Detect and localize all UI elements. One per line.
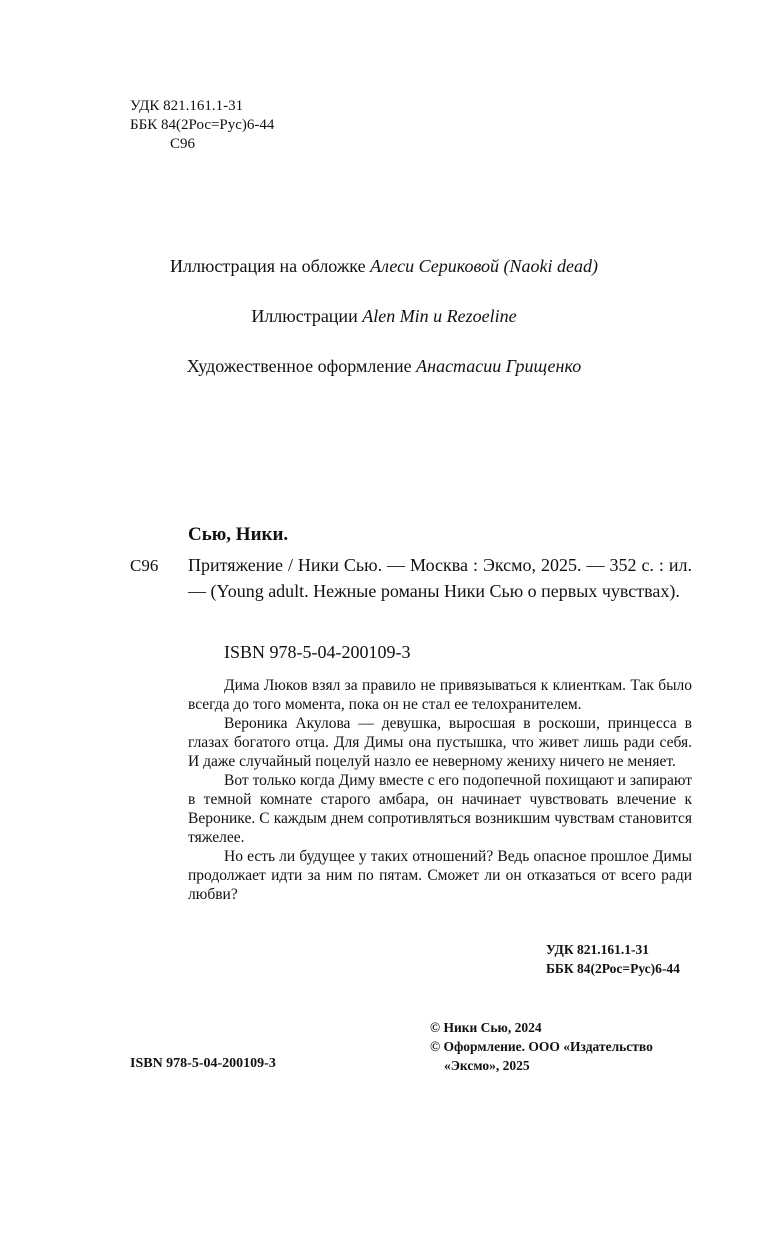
catalog-isbn: ISBN 978-5-04-200109-3 — [224, 642, 411, 662]
annotation-paragraph: Вот только когда Диму вместе с его подопечной похищают и запирают в темной комнате старого амбара, он начинает чувствовать влечение к Веронике. С каждым днем сопротивляться возникшим чувствам становится тяжелее. — [188, 772, 692, 846]
design-credit-artist: Анастасии Грищенко — [416, 356, 582, 376]
classification-bottom — [546, 940, 680, 978]
isbn-bottom: ISBN 978-5-04-200109-3 — [130, 1056, 276, 1071]
cover-credit-label: Иллюстрация на обложке — [169, 256, 366, 276]
illustrations-credit — [0, 306, 768, 327]
catalog-index-mark: С96 — [130, 556, 159, 575]
copyright-publisher: «Эксмо», 2025 — [444, 1058, 530, 1073]
annotation — [188, 676, 692, 904]
cover-illustration-credit — [0, 256, 768, 277]
bbk-code-bottom: ББК 84(2Рос=Рус)6-44 — [546, 961, 680, 976]
cover-credit-artist: Алеси Сериковой (Naoki dead) — [370, 256, 599, 276]
bbk-code: ББК 84(2Рос=Рус)6-44 — [130, 117, 275, 133]
udk-code: УДК 821.161.1-31 — [130, 98, 244, 114]
annotation-paragraph: Дима Люков взял за правило не привязываться к клиенткам. Так было всегда до того момента, пока он не стал ее телохранителем. — [188, 677, 692, 713]
annotation-paragraph: Но есть ли будущее у таких отношений? Ведь опасное прошлое Димы продолжает идти за ним по пятам. Сможет ли он отказаться от всего ради любви? — [188, 848, 692, 903]
classification-block — [130, 97, 274, 154]
annotation-paragraph: Вероника Акулова — девушка, выросшая в роскоши, принцесса в глазах богатого отца. Для Димы она пустышка, что живет лишь ради себя. И даже случайный поцелуй назло ее неверному жениху ничего не меняет. — [188, 715, 692, 770]
illustrations-credit-artist: Alen Min и Rezoeline — [362, 306, 517, 326]
design-credit — [0, 356, 768, 377]
illustrations-credit-label: Иллюстрации — [251, 306, 358, 326]
catalog-description: Притяжение / Ники Сью. — Москва : Эксмо, 2025. — 352 с. : ил. — (Young adult. Нежные романы Ники Сью о первых чувствах). — [188, 555, 692, 601]
copyright-author: © Ники Сью, 2024 — [430, 1020, 542, 1035]
design-credit-label: Художественное оформление — [186, 356, 412, 376]
copyright-block — [430, 1018, 700, 1075]
copyright-design: © Оформление. ООО «Издательство — [430, 1039, 653, 1054]
author-mark: С96 — [170, 136, 196, 152]
catalog-author: Сью, Ники. — [188, 524, 289, 545]
udk-code-bottom: УДК 821.161.1-31 — [546, 942, 649, 957]
